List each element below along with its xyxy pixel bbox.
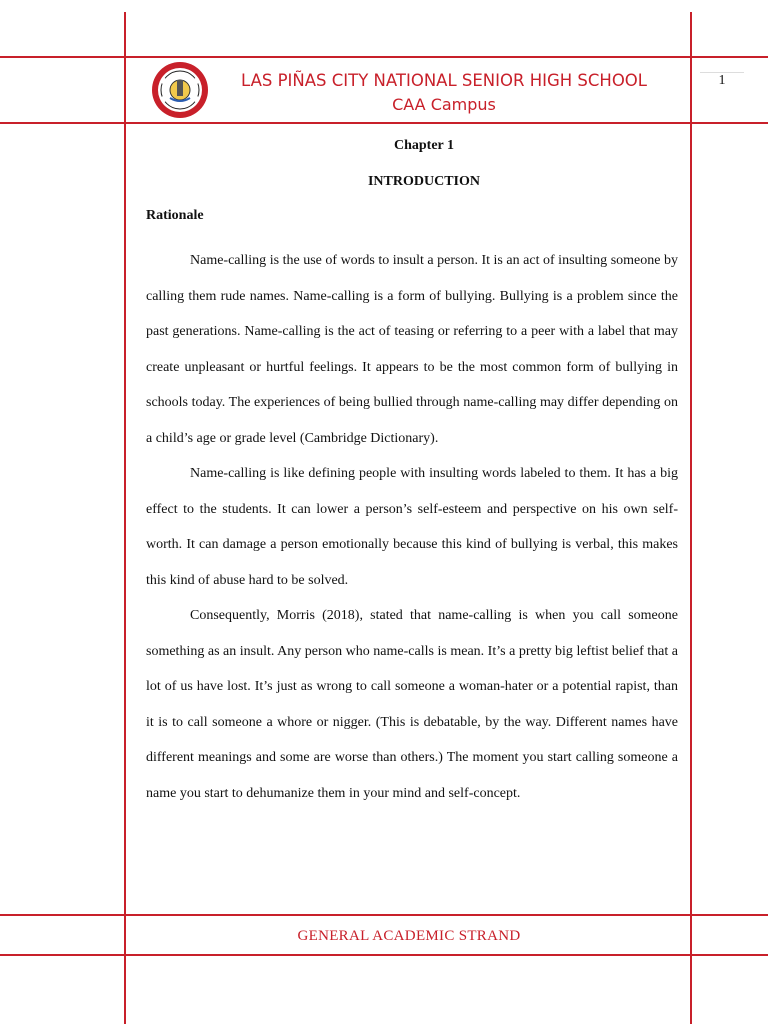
school-seal-icon [148, 60, 212, 120]
school-name: LAS PIÑAS CITY NATIONAL SENIOR HIGH SCHOOL [241, 71, 647, 90]
paragraph-1: Name-calling is the use of words to insult a person. It is an act of insulting someone by calling them rude names. Name-calling is a form of bullying. Bullying is a problem since the past generations. Name-calling is the act of teasing or referring to a peer with a label that may create unpleasant or hurtful feelings. It appears to be the most common form of bullying in schools today. The experiences of being bullied through name-calling may differ depending on a child’s age or grade level (Cambridge Dictionary). [146, 253, 678, 446]
header-top-rule [0, 56, 768, 58]
footer-bottom-rule [0, 954, 768, 956]
footer-strand: GENERAL ACADEMIC STRAND [297, 928, 521, 944]
paragraph-3: Consequently, Morris (2018), stated that name-calling is when you call someone something as an insult. Any person who name-calls is mean. It’s a pretty big leftist belief that a lot of us have lost. It’s just as wrong to call someone a woman-hater or a potential rapist, than it is to call someone a whore or nigger. (This is debatable, by the way. Different names have different meanings and some are worse than others.) The moment you start calling someone a name you start to dehumanize them in your mind and self-concept. [146, 608, 678, 801]
page-number: 1 [700, 72, 744, 89]
chapter-title: INTRODUCTION [367, 174, 480, 189]
chapter-heading: Chapter 1 [393, 138, 455, 153]
footer-top-rule [0, 914, 768, 916]
campus-name: CAA Campus [392, 95, 496, 114]
body-text [146, 243, 678, 811]
left-margin-rule [124, 12, 126, 1024]
paragraph-2: Name-calling is like defining people with insulting words labeled to them. It has a big effect to the students. It can lower a person’s self-esteem and perspective on his own self-worth. It can damage a person emotionally because this kind of bullying is verbal, this makes this kind of abuse hard to be solved. [146, 466, 678, 588]
section-heading: Rationale [146, 208, 204, 223]
right-margin-rule [690, 12, 692, 1024]
header-bottom-rule [0, 122, 768, 124]
